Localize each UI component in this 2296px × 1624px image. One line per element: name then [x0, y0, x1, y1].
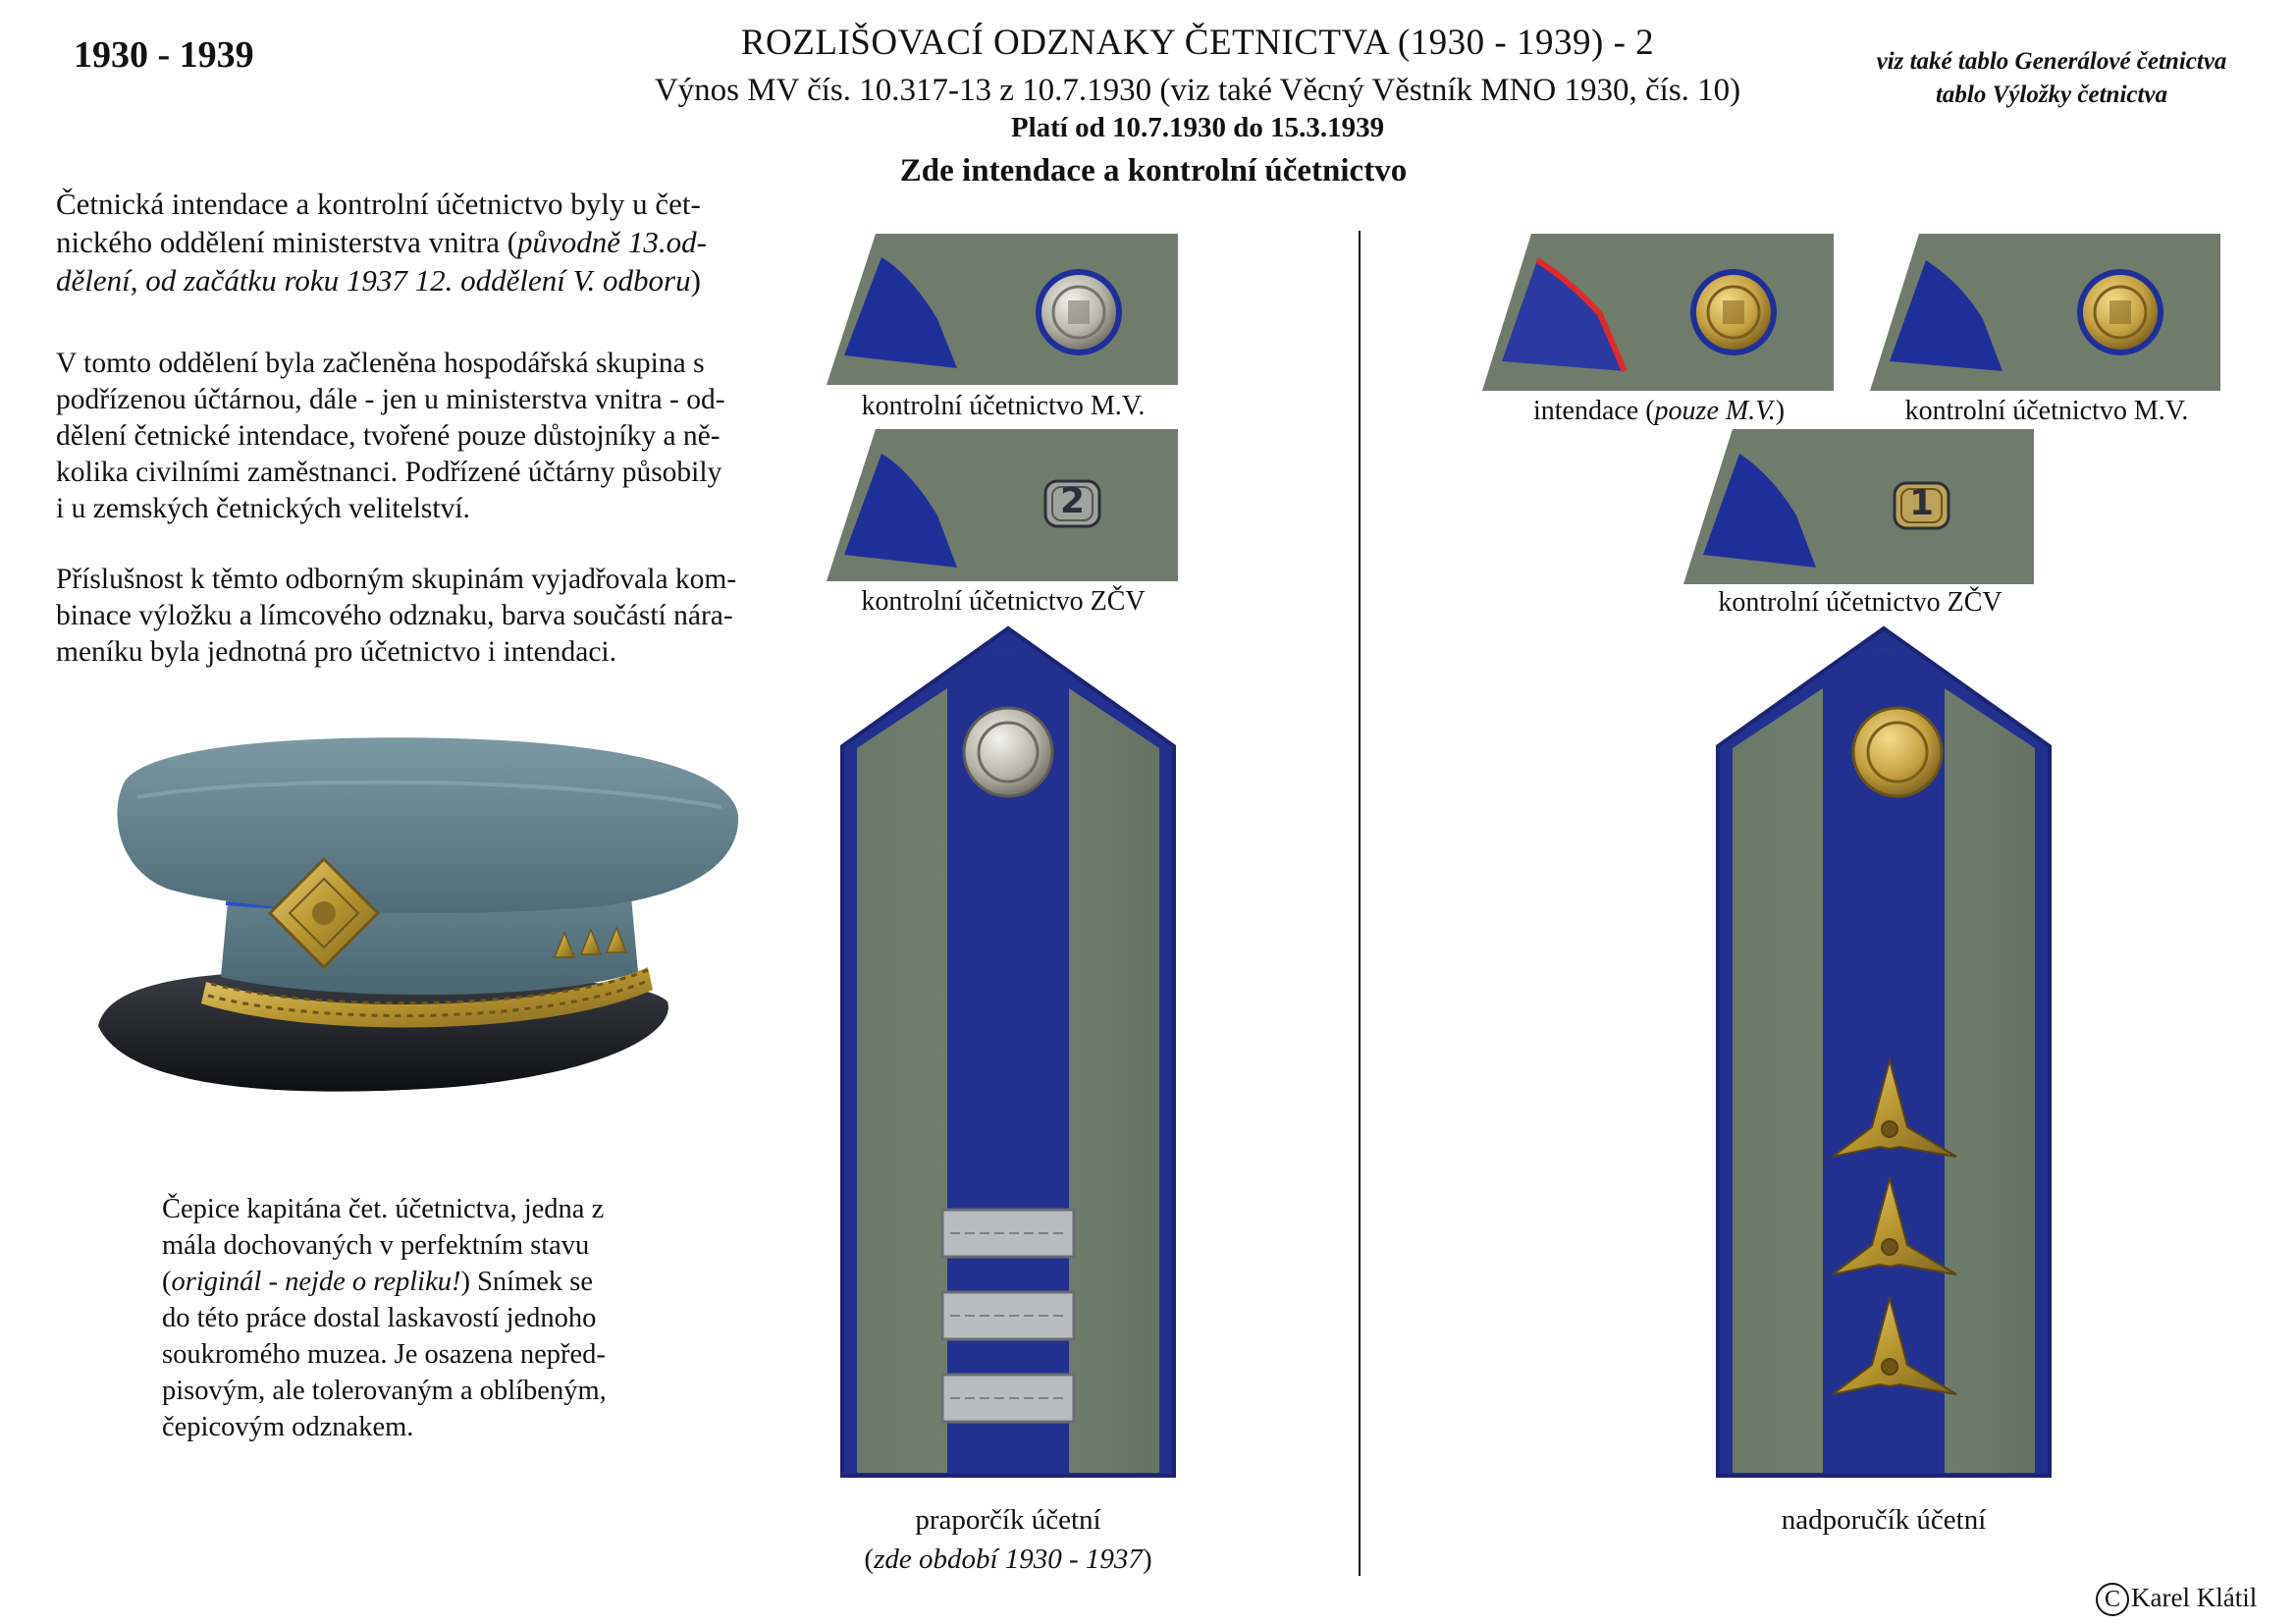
label-strap-first-lieutenant: nadporučík účetní [1781, 1504, 1987, 1536]
label-strap-period-note: (zde období 1930 - 1937) [864, 1543, 1152, 1575]
collar-button-gold-icon [1690, 269, 1777, 355]
collar-button-silver-icon [1036, 269, 1122, 355]
intro-paragraph: Četnická intendace a kontrolní účetnictvo byly u čet- nického oddělení ministerstva vnitra (původně 13.od- dělení, od začátku roku 1937 12. oddělení V. odboru) [56, 187, 707, 298]
page-title: ROZLIŠOVACÍ ODZNAKY ČETNICTVA (1930 - 1939) - 2 [740, 23, 1655, 63]
cap-caption: Čepice kapitána čet. účetnictva, jedna z mála dochovaných v perfektním stavu (originál - nejde o repliku!) Snímek se do této práce dostal laskavostí jednoho soukromého muzea. Je osazena nepřed- pisovým, ale tolerovaným a oblíbeným, čepicovým odznakem. [162, 1194, 607, 1442]
collar-button-gold-icon [2077, 269, 2163, 355]
shoulder-strap-warrant-officer [842, 628, 1174, 1476]
collar-patch-right-intendance [1482, 234, 1834, 391]
label-collar-right-zcv: kontrolní účetnictvo ZČV [1718, 587, 2002, 618]
strap-button-silver-icon [964, 708, 1052, 796]
decree-line: Výnos MV čís. 10.317-13 z 10.7.1930 (viz také Věcný Věstník MNO 1930, čís. 10) [654, 73, 1741, 108]
validity-line: Platí od 10.7.1930 do 15.3.1939 [1010, 112, 1385, 143]
collar-plate-number-1: 1 [1908, 483, 1935, 523]
see-also-link-generals: viz také tablo Generálové četnictva [1876, 48, 2227, 75]
strap-button-gold-icon [1853, 708, 1942, 796]
copyright-notice: C Karel Klátil [2096, 1583, 2257, 1616]
label-collar-left-zcv: kontrolní účetnictvo ZČV [861, 586, 1146, 617]
label-collar-right-intendance: intendace (pouze M.V.) [1532, 396, 1786, 426]
see-also-link-collars: tablo Výložky četnictva [1935, 81, 2168, 108]
collar-patch-left-mv [827, 234, 1178, 385]
collar-patch-right-mv [1870, 234, 2220, 391]
collar-plate-number-2: 2 [1059, 481, 1086, 521]
label-collar-right-mv: kontrolní účetnictvo M.V. [1904, 396, 2189, 426]
section-subheading: Zde intendace a kontrolní účetnictvo [899, 153, 1408, 189]
label-strap-warrant-officer: praporčík účetní [915, 1504, 1101, 1536]
collar-patch-right-zcv [1683, 429, 2034, 584]
insignia-paragraph: Příslušnost k těmto odborným skupinám vyjadřovala kom- binace výložku a límcového odznaku, barva součástí nára- meníku byla jednotná pro účetnictvo i intendaci. [56, 564, 737, 668]
collar-patch-left-zcv [827, 429, 1178, 581]
shoulder-strap-first-lieutenant [1718, 628, 2050, 1476]
period-label: 1930 - 1939 [74, 34, 254, 76]
organisation-paragraph: V tomto oddělení byla začleněna hospodářská skupina s podřízenou účtárnou, dále - jen u ministerstva vnitra - od- dělení četnické intendace, tvořené pouze důstojníky a ně- kolika civilními zaměstnanci. Podřízené účtárny působily i u zemských četnických velitelství. [56, 348, 725, 524]
copyright-symbol-icon: C [2096, 1583, 2129, 1616]
label-collar-left-mv: kontrolní účetnictvo M.V. [861, 391, 1146, 421]
